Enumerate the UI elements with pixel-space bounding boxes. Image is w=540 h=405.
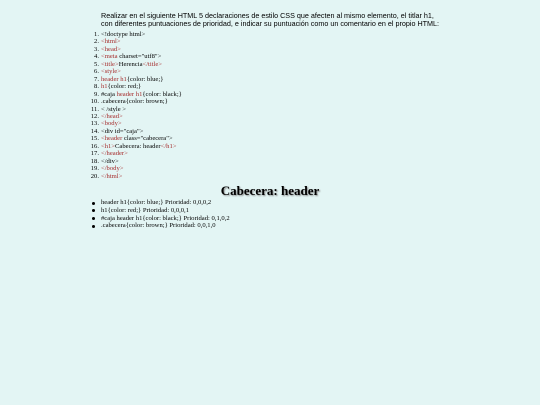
code-text: {color: red;}: [107, 83, 142, 91]
code-tag: <body>: [101, 120, 122, 128]
code-line: [80, 98, 182, 105]
code-line: [80, 53, 182, 60]
priority-item: [92, 222, 230, 230]
bullet-icon: [92, 217, 95, 220]
line-number: 19.: [90, 165, 99, 173]
line-number: 15.: [90, 135, 99, 143]
priority-text: header h1{color: blue;} Prioridad: 0,0,0,2: [101, 199, 212, 206]
line-number: 7.: [94, 75, 99, 83]
priority-item: [92, 199, 230, 207]
line-number: 12.: [90, 112, 99, 120]
line-number: 1.: [94, 31, 99, 38]
code-tag: </body>: [101, 165, 124, 173]
line-number: 11.: [91, 105, 99, 113]
code-line: [80, 173, 182, 180]
code-line: [80, 120, 182, 127]
code-line: [80, 31, 182, 38]
code-line: [80, 113, 182, 120]
code-line: [80, 68, 182, 75]
code-line: [80, 106, 182, 113]
priority-item: [92, 207, 230, 215]
code-line: [80, 150, 182, 157]
code-line: [80, 165, 182, 172]
code-tag: </html>: [101, 172, 123, 180]
code-tag: </header>: [101, 150, 128, 158]
line-number: 8.: [94, 83, 99, 91]
code-tag: <h1>: [101, 142, 116, 150]
code-text: .cabecera{color: brown;}: [101, 98, 168, 106]
code-line: [80, 135, 182, 142]
code-tag: <html>: [101, 38, 121, 46]
code-line: [80, 46, 182, 53]
code-tag: <head>: [101, 45, 121, 53]
code-text: class="cabecera">: [122, 135, 173, 143]
line-number: 9.: [94, 90, 99, 98]
line-number: 6.: [94, 68, 99, 76]
code-tag: </head>: [101, 112, 123, 120]
code-text: charset="utf8">: [117, 53, 162, 61]
code-text: </div>: [101, 157, 119, 165]
priority-text: h1{color: red;} Prioridad: 0,0,0,1: [101, 206, 190, 214]
code-text: {color: blue;}: [126, 75, 164, 83]
bullet-icon: [92, 202, 95, 205]
code-line: [80, 83, 182, 90]
code-line: [80, 158, 182, 165]
code-text: < /style >: [101, 105, 127, 113]
line-number: 10.: [90, 98, 99, 106]
priority-item: [92, 215, 230, 223]
line-number: 3.: [94, 45, 99, 53]
line-number: 5.: [94, 60, 99, 68]
code-tag: <style>: [101, 68, 121, 76]
code-line: [80, 143, 182, 150]
code-text: Herencia: [118, 60, 143, 68]
code-tag: </title>: [142, 60, 163, 68]
code-text: <div id="caja">: [101, 127, 144, 135]
line-number: 17.: [90, 150, 99, 158]
code-tag: <meta: [101, 53, 118, 61]
page-heading: Cabecera: header: [220, 183, 320, 198]
line-number: 2.: [94, 38, 99, 46]
bullet-icon: [92, 225, 95, 228]
code-line: [80, 38, 182, 45]
code-tag: </h1>: [160, 142, 177, 150]
line-number: 13.: [90, 120, 99, 128]
line-number: 18.: [90, 157, 99, 165]
priority-text: .cabecera{color: brown;} Prioridad: 0,0,1,0: [101, 222, 216, 230]
code-tag: h1: [101, 83, 108, 91]
priority-list: [92, 199, 230, 230]
code-tag: <header: [101, 135, 123, 143]
code-listing: [80, 31, 182, 180]
code-line: [80, 91, 182, 98]
code-text: #caja: [101, 90, 117, 98]
code-line: [80, 61, 182, 68]
code-text: {color: black;}: [142, 90, 182, 98]
code-tag: header h1: [101, 75, 127, 83]
line-number: 20.: [90, 172, 99, 180]
intro-text: Realizar en el siguiente HTML 5 declaraciones de estilo CSS que afecten al mismo elemento, el titlar h1, con diferentes puntuaciones de prioridad, e indicar su puntuación como un comentario en el propio HTML:: [101, 11, 440, 29]
line-number: 4.: [94, 53, 99, 61]
code-tag: <title>: [101, 60, 119, 68]
code-tag: header h1: [116, 90, 143, 98]
bullet-icon: [92, 209, 95, 212]
code-line: [80, 128, 182, 135]
line-number: 16.: [90, 142, 99, 150]
code-line: [80, 76, 182, 83]
code-text: <!doctype html>: [101, 31, 146, 38]
code-text: Cabecera: header: [115, 142, 161, 150]
line-number: 14.: [90, 127, 99, 135]
priority-text: #caja header h1{color: black;} Prioridad: 0,1,0,2: [101, 214, 230, 222]
